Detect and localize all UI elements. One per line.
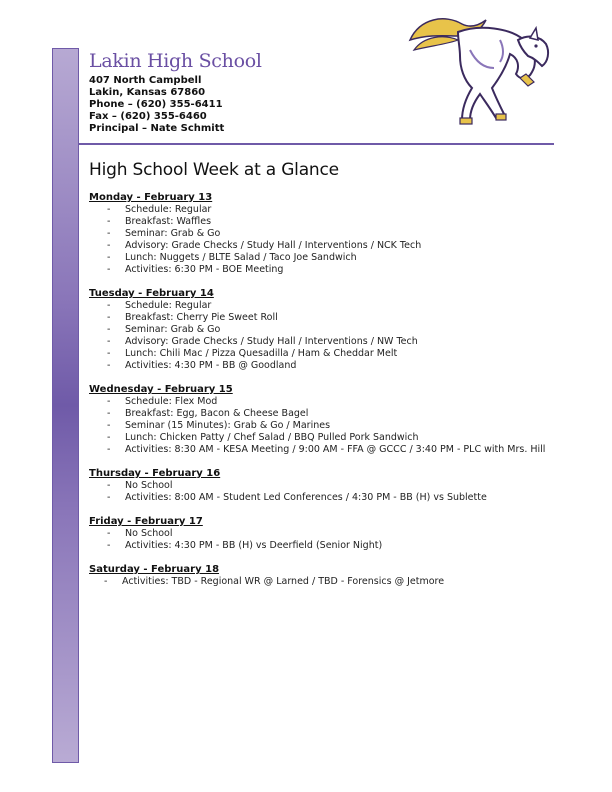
fax-number: Fax – (620) 355-6460 xyxy=(89,111,207,122)
school-name: Lakin High School xyxy=(89,50,262,72)
day-heading: Tuesday - February 14 xyxy=(89,288,214,299)
schedule-item: - No School xyxy=(107,528,173,539)
schedule-item: - No School xyxy=(107,480,173,491)
horse-mascot-icon xyxy=(400,10,560,138)
address-block xyxy=(89,75,224,135)
principal-name: Principal – Nate Schmitt xyxy=(89,123,225,134)
schedule-item: - Breakfast: Waffles xyxy=(107,216,212,227)
schedule-item: - Advisory: Grade Checks / Study Hall / Interventions / NCK Tech xyxy=(107,240,422,251)
day-heading: Monday - February 13 xyxy=(89,192,213,203)
schedule-item: - Advisory: Grade Checks / Study Hall / Interventions / NW Tech xyxy=(107,336,418,347)
phone-number: Phone – (620) 355-6411 xyxy=(89,99,223,110)
schedule-item: - Breakfast: Egg, Bacon & Cheese Bagel xyxy=(107,408,309,419)
page-title: High School Week at a Glance xyxy=(89,160,339,180)
day-section-thursday xyxy=(89,468,569,504)
address-city: Lakin, Kansas 67860 xyxy=(89,87,206,98)
schedule-item: - Seminar: Grab & Go xyxy=(107,324,221,335)
day-heading: Friday - February 17 xyxy=(89,516,203,527)
schedule-item: - Seminar: Grab & Go xyxy=(107,228,221,239)
address-street: 407 North Campbell xyxy=(89,75,202,86)
schedule-item: - Lunch: Chicken Patty / Chef Salad / BBQ Pulled Pork Sandwich xyxy=(107,432,419,443)
schedule-item: - Lunch: Nuggets / BLTE Salad / Taco Joe Sandwich xyxy=(107,252,357,263)
schedule-item: - Breakfast: Cherry Pie Sweet Roll xyxy=(107,312,278,323)
schedule-item: - Schedule: Flex Mod xyxy=(107,396,218,407)
schedule-item: - Activities: 8:30 AM - KESA Meeting / 9:00 AM - FFA @ GCCC / 3:40 PM - PLC with Mrs. Hill xyxy=(107,444,546,455)
day-section-tuesday xyxy=(89,288,569,372)
schedule-item: - Schedule: Regular xyxy=(107,300,212,311)
day-section-monday xyxy=(89,192,569,276)
header-divider xyxy=(79,143,554,145)
decorative-side-bar xyxy=(52,48,79,763)
day-heading: Wednesday - February 15 xyxy=(89,384,233,395)
schedule-item: - Schedule: Regular xyxy=(107,204,212,215)
day-section-saturday xyxy=(89,564,569,588)
schedule-item: - Activities: 6:30 PM - BOE Meeting xyxy=(107,264,284,275)
schedule-item: - Seminar (15 Minutes): Grab & Go / Marines xyxy=(107,420,331,431)
day-heading: Saturday - February 18 xyxy=(89,564,220,575)
day-section-wednesday xyxy=(89,384,569,456)
schedule-item: - Activities: TBD - Regional WR @ Larned / TBD - Forensics @ Jetmore xyxy=(104,576,445,587)
day-heading: Thursday - February 16 xyxy=(89,468,221,479)
schedule-item: - Lunch: Chili Mac / Pizza Quesadilla / Ham & Cheddar Melt xyxy=(107,348,398,359)
day-section-friday xyxy=(89,516,569,552)
schedule-item: - Activities: 4:30 PM - BB (H) vs Deerfield (Senior Night) xyxy=(107,540,383,551)
weekly-schedule xyxy=(89,192,569,600)
schedule-item: - Activities: 4:30 PM - BB @ Goodland xyxy=(107,360,297,371)
schedule-item: - Activities: 8:00 AM - Student Led Conferences / 4:30 PM - BB (H) vs Sublette xyxy=(107,492,487,503)
